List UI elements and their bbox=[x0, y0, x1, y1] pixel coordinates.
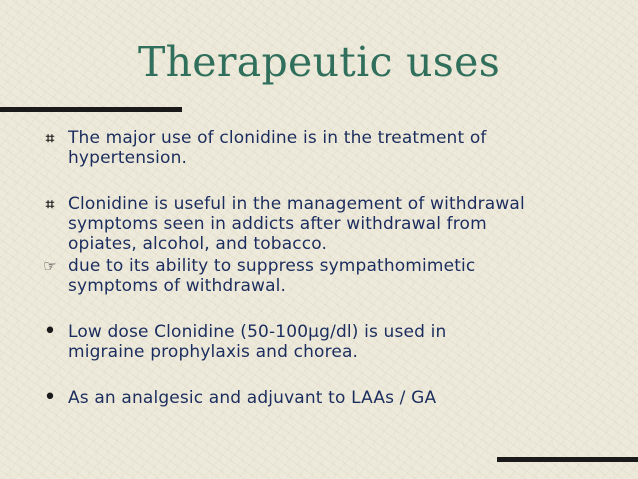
hash-bullet-icon: ⌗ bbox=[45, 195, 55, 213]
pointing-hand-icon: ☞ bbox=[43, 257, 57, 275]
bullet-text bbox=[68, 194, 628, 254]
bullet-text bbox=[68, 388, 628, 408]
dot-bullet-icon: • bbox=[43, 385, 57, 410]
bullet-text bbox=[68, 256, 628, 296]
title-underline-bar bbox=[0, 107, 182, 112]
bullet-line: opiates, alcohol, and tobacco. bbox=[68, 234, 328, 254]
bullet-line: Low dose Clonidine (50-100µg/dl) is used in bbox=[68, 322, 447, 342]
slide-title: Therapeutic uses bbox=[137, 38, 501, 86]
bullet-line: symptoms of withdrawal. bbox=[68, 276, 287, 296]
footer-bar bbox=[497, 457, 638, 462]
bullet-line: migraine prophylaxis and chorea. bbox=[68, 342, 359, 362]
bullet-line: Clonidine is useful in the management of withdrawal bbox=[68, 194, 525, 214]
bullet-line: hypertension. bbox=[68, 148, 188, 168]
bullet-text bbox=[68, 128, 628, 168]
bullet-line: As an analgesic and adjuvant to LAAs / GA bbox=[68, 388, 437, 408]
hash-bullet-icon: ⌗ bbox=[45, 129, 55, 147]
bullet-line: symptoms seen in addicts after withdrawal from bbox=[68, 214, 487, 234]
bullet-line: due to its ability to suppress sympathomimetic bbox=[68, 256, 476, 276]
bullet-text bbox=[68, 322, 628, 362]
dot-bullet-icon: • bbox=[43, 319, 57, 344]
bullet-line: The major use of clonidine is in the treatment of bbox=[68, 128, 487, 148]
